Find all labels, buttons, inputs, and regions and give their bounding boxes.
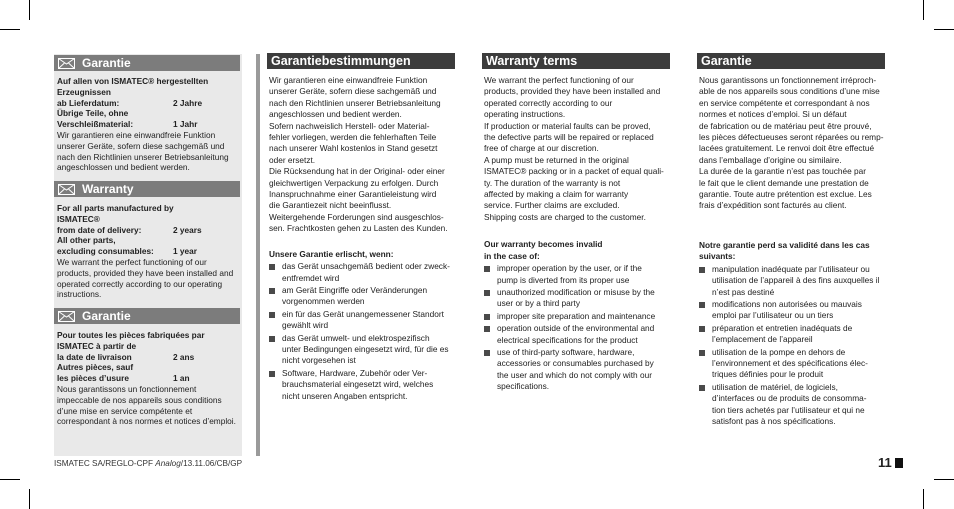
column-title: Garantiebestimmungen (267, 53, 455, 69)
sidebar-intro-line: Auf allen von ISMATEC® hergestellten (57, 76, 209, 86)
page-marker (895, 458, 903, 468)
crop-mark (934, 479, 954, 480)
list-item-text: das Gerät unsachgemäß bedient oder zweck- entfremdet wird (282, 261, 450, 283)
sidebar-block-header (54, 181, 240, 197)
list-item (484, 287, 670, 310)
list-item (699, 347, 885, 381)
list-item-text: utilisation de la pompe en dehors de l’environnement et des spécifications élec- triques définies pour le produit (712, 346, 868, 380)
bullet-square-icon (484, 266, 490, 272)
sidebar-row (57, 246, 237, 257)
column-body-text: Nous garantissons un fonctionnement irréproch- able de nos appareils sous conditions d’une mise en service compétente et correspondant à nos normes et notices d’emploi. Si un défaut de fabrication ou de matériau peut être prouvé, les pièces défectueuses seront réparées ou remp- lacées gratuitement. Le renvoi doit être effectué dans l’emballage d’origine ou similaire. La durée de la garantie n’est pas touchée par le fait que le client demande une prestation de garantie. Toute autre prétention est exclue. Les frais d’expédition sont facturés au client. (699, 75, 884, 211)
list-item-text: am Gerät Eingriffe oder Veränderungen vorgenommen werden (282, 284, 428, 307)
list-item (699, 323, 885, 346)
crop-mark (923, 489, 924, 509)
bullet-square-icon (269, 264, 275, 270)
sidebar-row (57, 362, 237, 373)
row-value: 2 Jahre (173, 97, 203, 108)
bullet-square-icon (699, 302, 705, 308)
bullet-list (269, 261, 455, 402)
column-garantiebestimmungen (267, 53, 455, 403)
bullet-square-icon (484, 326, 490, 332)
column-body-text: We warrant the perfect functioning of our products, provided they have been installed and operated correctly according to our operating instructions. If production or material faults can be proved, the defective parts will be repaired or replaced free of charge at our discretion. A pump must be returned in the original ISMATEC® packing or in a packet of equal quali- ty. The duration of the warranty is not affected by making a claim for warranty service. Further claims are excluded. Shipping costs are charged to the customer. (484, 75, 664, 222)
bullet-square-icon (269, 336, 275, 342)
sidebar-row (57, 373, 237, 384)
crop-mark (934, 29, 954, 30)
list-item-text: manipulation inadéquate par l’utilisateur ou utilisation de l’appareil à des fins auxquelles il n’est pas destiné (712, 263, 880, 297)
list-item (269, 333, 455, 367)
document-id-suffix: /13.11.06/CB/GP (180, 459, 243, 468)
list-title: Our warranty becomes invalid in the case of: (484, 239, 603, 261)
list-item-text: unauthorized modification or misuse by the user or by a third party (497, 286, 655, 309)
list-item (484, 347, 670, 393)
list-item (484, 323, 670, 346)
list-item (269, 309, 455, 332)
list-item-text: préparation et entretien inadéquats de l’emplacement de l’appareil (712, 322, 853, 345)
column-body-text: Wir garantieren eine einwandfreie Funktion unserer Geräte, sofern diese sachgemäß und nach den Richtlinien unserer Betriebsanleitung angeschlossen und bedient werden. Sofern nachweislich Herstell- oder Material- fehler vorliegen, werden die fehlerhaften Teile nach unserer Wahl kostenlos in Stand gesetzt oder ersetzt. Die Rücksendung hat in der Original- oder einer gleichwertigen Verpackung zu erfolgen. Durch Inanspruchnahme einer Garantieleistung wird die Garantiezeit nicht beeinflusst. Weitergehende Forderungen sind ausgeschlos- sen. Frachtkosten gehen zu Lasten des Kunden. (269, 75, 448, 234)
list-item (269, 368, 455, 402)
envelope-icon (58, 184, 75, 195)
crop-mark (29, 0, 30, 20)
list-item-text: Software, Hardware, Zubehör oder Ver- brauchsmaterial eingesetzt wird, welches nicht unseren Angaben entspricht. (282, 367, 434, 401)
list-item (269, 285, 455, 308)
row-label: la date de livraison (57, 351, 132, 362)
page-number: 11 (878, 455, 892, 470)
row-label: Autres pièces, sauf (57, 362, 134, 373)
bullet-square-icon (484, 290, 490, 296)
bullet-square-icon (269, 312, 275, 318)
list-item (699, 264, 885, 298)
row-label: excluding consumables: (57, 246, 154, 257)
bullet-square-icon (699, 326, 705, 332)
sidebar-block-garantie-de (54, 55, 240, 173)
document-id (54, 459, 242, 468)
sidebar-block-title: Garantie (82, 56, 131, 70)
crop-mark (923, 0, 924, 20)
list-item-text: improper site preparation and maintenance (497, 310, 656, 321)
sidebar-intro-line: ISMATEC à partir de (57, 340, 137, 351)
document-id-prefix: ISMATEC SA/REGLO-CPF (54, 459, 156, 468)
bullet-list (484, 263, 670, 392)
row-value: 2 years (173, 224, 202, 235)
list-item-text: das Gerät umwelt- und elektrospezifisch unter Bedingungen eingesetzt wird, für die es nicht vorgesehen ist (282, 332, 449, 366)
sidebar-intro-line: For all parts manufactured by (57, 203, 174, 213)
bullet-list (699, 264, 885, 428)
bullet-square-icon (484, 314, 490, 320)
sidebar-block-header (54, 55, 240, 71)
list-item (699, 382, 885, 428)
list-item (484, 263, 670, 286)
crop-mark (29, 489, 30, 509)
column-title: Warranty terms (482, 53, 670, 69)
sidebar-row (57, 98, 237, 109)
bullet-square-icon (699, 385, 705, 391)
sidebar-row (57, 119, 237, 130)
sidebar-block-warranty-en (54, 181, 240, 300)
list-item-text: improper operation by the user, or if the pump is diverted from its proper use (497, 263, 642, 285)
row-value: 2 ans (173, 351, 195, 362)
list-item (484, 311, 670, 322)
list-title: Notre garantie perd sa validité dans les cas suivants: (699, 239, 870, 262)
bullet-square-icon (269, 371, 275, 377)
sidebar-note: Wir garantieren eine einwandfreie Funktion unserer Geräte, sofern diese sachgemäß und nach den Richtlinien unserer Betriebsanleitung angeschlossen und bedient werden. (57, 129, 229, 173)
row-value: 1 year (173, 246, 197, 257)
bullet-square-icon (699, 267, 705, 273)
sidebar-block-title: Garantie (82, 309, 131, 323)
sidebar-divider (256, 54, 260, 456)
list-item (699, 299, 885, 322)
row-label: All other parts, (57, 235, 116, 246)
sidebar-intro-line: Pour toutes les pièces fabriquées par (57, 330, 205, 340)
sidebar-row (57, 352, 237, 363)
envelope-icon (58, 311, 75, 322)
sidebar-intro-line: ISMATEC® (57, 213, 100, 224)
list-item-text: utilisation de matériel, de logiciels, d’interfaces ou de produits de consomma- tion tiers achetés par l’utilisateur et qui ne satisfont pas à nos spécifications. (712, 381, 867, 426)
envelope-icon (58, 58, 75, 69)
sidebar-block-garantie-fr (54, 308, 240, 427)
row-label: les pièces d’usure (57, 373, 129, 384)
row-label: from date of delivery: (57, 224, 142, 235)
sidebar-block-title: Warranty (82, 182, 134, 196)
list-item-text: modifications non autorisées ou mauvais emploi par l’utilisateur ou un tiers (712, 298, 862, 321)
sidebar-row (57, 108, 237, 119)
sidebar-block-header (54, 308, 240, 324)
document-id-italic: Analog (155, 459, 181, 468)
list-title: Unsere Garantie erlischt, wenn: (269, 248, 394, 259)
bullet-square-icon (484, 350, 490, 356)
list-item (269, 261, 455, 284)
sidebar-row (57, 225, 237, 236)
sidebar-intro-line: Erzeugnissen (57, 86, 111, 97)
bullet-square-icon (699, 350, 705, 356)
crop-mark (0, 29, 20, 30)
list-item-text: ein für das Gerät unangemessener Standort gewählt wird (282, 308, 444, 331)
column-title: Garantie (697, 53, 885, 69)
column-garantie-fr (697, 53, 885, 428)
row-label: ab Lieferdatum: (57, 97, 120, 108)
bullet-square-icon (269, 288, 275, 294)
list-item-text: use of third-party software, hardware, accessories or consumables purchased by the user and which do not comply with our specifications. (497, 346, 654, 392)
column-warranty-terms (482, 53, 670, 394)
sidebar-note: Nous garantissons un fonctionnement impeccable de nos appareils sous conditions d’une mise en service compétente et correspondant à nos normes et notices d’emploi. (57, 383, 236, 427)
list-item-text: operation outside of the environmental and electrical specifications for the product (497, 323, 655, 345)
sidebar-row (57, 235, 237, 246)
row-value: 1 an (173, 373, 190, 384)
row-label: Verschleißmaterial: (57, 119, 134, 130)
crop-mark (0, 479, 20, 480)
sidebar-note: We warrant the perfect functioning of our products, provided they have been installed and operated correctly according to our operating instructions. (57, 256, 234, 300)
row-value: 1 Jahr (173, 119, 198, 130)
row-label: Übrige Teile, ohne (57, 108, 129, 119)
